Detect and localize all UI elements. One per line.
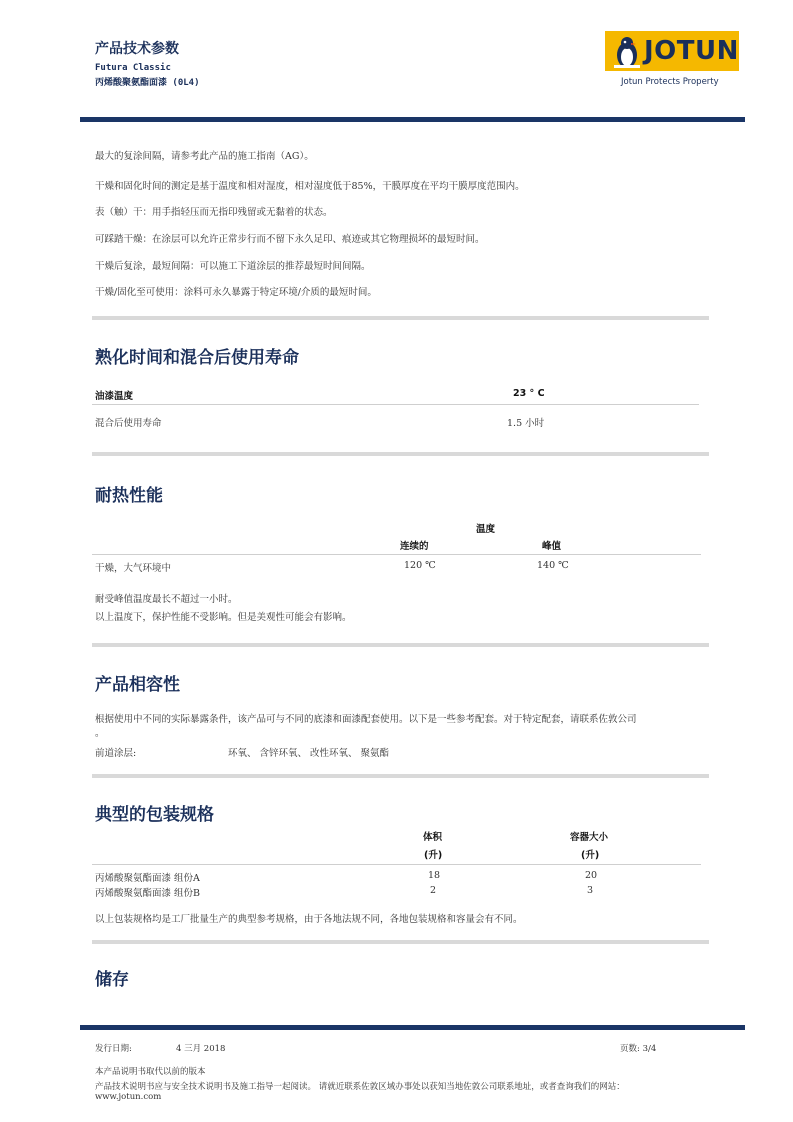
- logo-tagline: Jotun Protects Property: [621, 77, 719, 87]
- footer-line: 本产品说明书取代以前的版本: [95, 1067, 206, 1077]
- section-divider: [92, 940, 709, 944]
- issue-date-value: 4 三月 2018: [176, 1044, 226, 1054]
- section-heading-compat: 产品相容性: [95, 675, 180, 695]
- potlife-row-label: 混合后使用寿命: [95, 418, 162, 429]
- section-divider: [92, 643, 709, 647]
- section-heading-potlife: 熟化时间和混合后使用寿命: [95, 348, 299, 368]
- heat-col-peak: 峰值: [542, 541, 562, 552]
- heat-group-temperature: 温度: [476, 524, 496, 535]
- logo-wordmark: JOTUN: [644, 36, 739, 66]
- heat-note: 以上温度下，保护性能不受影响。但是美观性可能会有影响。: [95, 612, 352, 623]
- potlife-row-value: 1.5 小时: [507, 418, 545, 429]
- logo-background: [606, 32, 738, 70]
- pack-col-container: 容器大小: [570, 832, 609, 843]
- table-rule: [92, 404, 699, 405]
- footer-divider: [80, 1025, 745, 1030]
- heat-row-peak: 140 ℃: [537, 560, 569, 571]
- heat-row-continuous: 120 ℃: [404, 560, 436, 571]
- section-divider: [92, 316, 709, 320]
- pack-row-volume: 18: [428, 870, 441, 881]
- intro-line: 干燥后复涂，最短间隔：可以施工下道涂层的推荐最短时间间隔。: [95, 261, 371, 272]
- jotun-logo: [605, 31, 739, 71]
- page-number: 页数: 3/4: [620, 1044, 657, 1054]
- intro-line: 最大的复涂间隔，请参考此产品的施工指南（AG）。: [95, 151, 314, 162]
- intro-line: 干燥和固化时间的测定是基于温度和相对湿度，相对湿度低于85%，干膜厚度在平均干膜厚度范围内。: [95, 181, 525, 192]
- pack-col-volume: 体积: [423, 832, 443, 843]
- intro-line: 可踩踏干燥：在涂层可以允许正常步行而不留下永久足印、痕迹或其它物理损坏的最短时间。: [95, 234, 485, 245]
- pack-row-name: 丙烯酸聚氨酯面漆 组份A: [95, 873, 200, 884]
- compat-text: 根据使用中不同的实际暴露条件，该产品可与不同的底漆和面漆配套使用。以下是一些参考配套。对于特定配套，请联系佐敦公司: [95, 714, 637, 725]
- table-rule: [92, 554, 701, 555]
- heat-note: 耐受峰值温度最长不超过一小时。: [95, 594, 238, 605]
- page-title: 产品技术参数: [95, 41, 179, 57]
- penguin-icon: [612, 35, 642, 69]
- pack-row-container: 20: [585, 870, 598, 881]
- heat-row-label: 干燥，大气环境中: [95, 563, 172, 574]
- section-divider: [92, 452, 709, 456]
- product-name: Futura Classic: [95, 63, 171, 73]
- pack-note: 以上包装规格均是工厂批量生产的典型参考规格，由于各地法规不同，各地包装规格和容量会有不同。: [95, 914, 523, 925]
- header-divider: [80, 117, 745, 122]
- section-heading-storage: 储存: [95, 970, 129, 990]
- potlife-col-23c: 23 ° C: [513, 388, 545, 399]
- intro-line: 干燥/固化至可使用：涂料可永久暴露于特定环境/介质的最短时间。: [95, 287, 377, 298]
- footer-line: 产品技术说明书应与安全技术说明书及施工指导一起阅读。 请就近联系佐敦区域办事处以获知当地佐敦公司联系地址，或者查询我们的网站：: [95, 1082, 625, 1092]
- pack-col-container-unit: (升): [581, 850, 600, 861]
- section-divider: [92, 774, 709, 778]
- heat-col-continuous: 连续的: [400, 541, 429, 552]
- pack-row-volume: 2: [430, 885, 437, 896]
- table-rule: [92, 864, 701, 865]
- issue-date-label: 发行日期:: [95, 1044, 132, 1054]
- pack-row-name: 丙烯酸聚氨酯面漆 组份B: [95, 888, 201, 899]
- footer-website: www.jotun.com: [95, 1092, 162, 1102]
- intro-line: 表（触）干：用手指轻压而无指印残留或无黏着的状态。: [95, 207, 333, 218]
- pack-col-volume-unit: (升): [424, 850, 443, 861]
- compat-text-cont: 。: [95, 728, 105, 739]
- product-name-cn: 丙烯酸聚氨酯面漆 (0L4): [95, 78, 200, 88]
- compat-primer-label: 前道涂层:: [95, 748, 137, 759]
- potlife-col-temperature: 油漆温度: [95, 391, 134, 402]
- pack-row-container: 3: [587, 885, 594, 896]
- compat-primer-value: 环氧、 含锌环氧、 改性环氧、 聚氨酯: [228, 748, 390, 759]
- section-heading-packaging: 典型的包装规格: [95, 805, 214, 825]
- section-heading-heat: 耐热性能: [95, 486, 163, 506]
